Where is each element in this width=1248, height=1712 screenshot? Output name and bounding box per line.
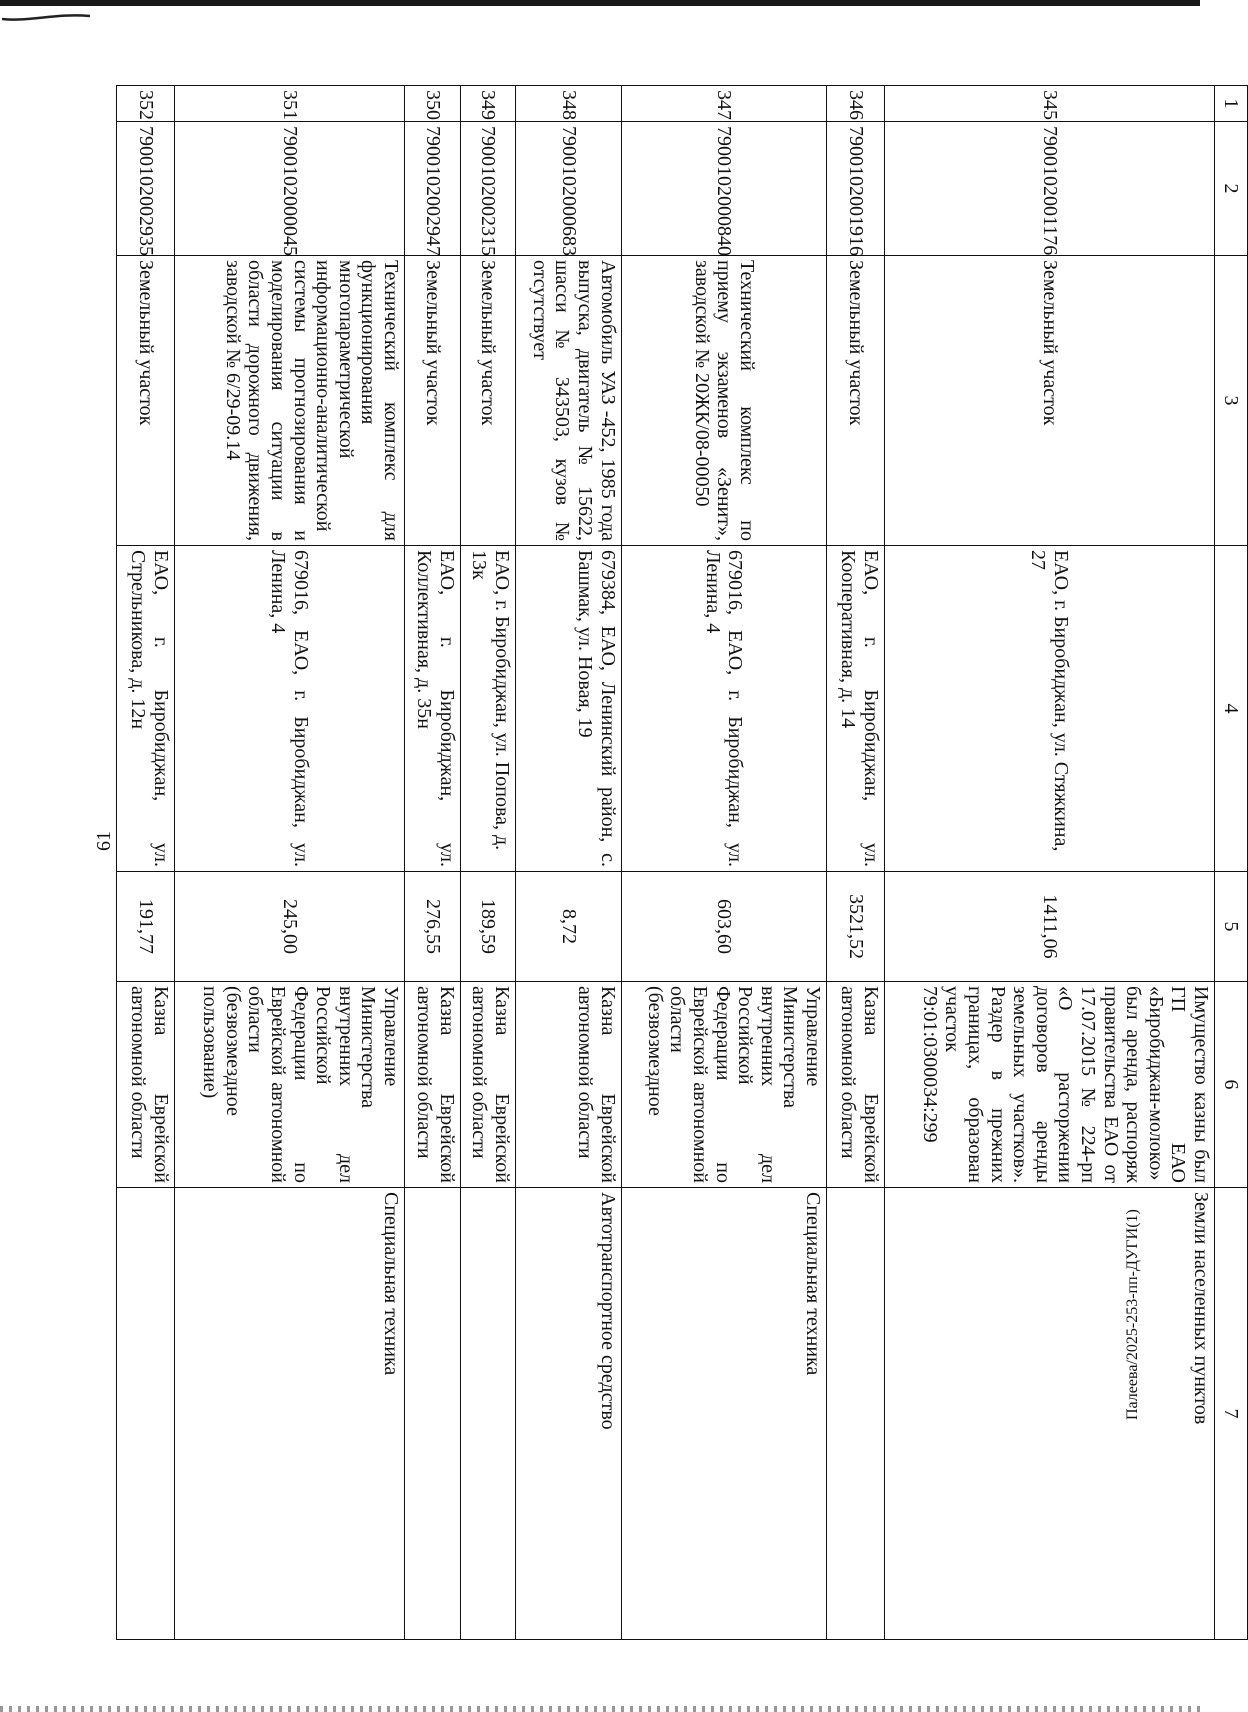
table-row — [460, 86, 516, 1640]
col-header-5: 5 — [1215, 872, 1248, 982]
registry-number: 7900102000045 — [174, 122, 404, 256]
object-category — [827, 1188, 885, 1640]
object-area: 276,55 — [405, 872, 461, 982]
table-row — [405, 86, 461, 1640]
table-row — [174, 86, 404, 1640]
row-number: 349 — [460, 86, 516, 122]
object-address: ЕАО, г. Биробиджан, ул. Кооперативная, д. 14 — [827, 546, 885, 872]
object-name: Технический комплекс для функционирования многопараметрической информационно-аналитической системы прогнозирования и моделирования ситуации в области дорожного движения, заводской № 6/29-09.14 — [174, 256, 404, 546]
object-address: ЕАО, г. Биробиджан, ул. Стяжкина, 27 — [884, 546, 1214, 872]
scan-mark-stroke — [0, 10, 95, 24]
table-row — [117, 86, 175, 1640]
row-number: 352 — [117, 86, 175, 122]
registry-number: 7900102002315 — [460, 122, 516, 256]
object-address: 679384, ЕАО, Ленинский район, с. Башмак, ул. Новая, 19 — [516, 546, 622, 872]
registry-number: 7900102000683 — [516, 122, 622, 256]
registry-number: 7900102002947 — [405, 122, 461, 256]
object-address: ЕАО, г. Биробиджан, ул. Попова, д. 13к — [460, 546, 516, 872]
registry-number: 7900102002935 — [117, 122, 175, 256]
property-register-table — [116, 85, 1248, 1640]
object-category — [405, 1188, 461, 1640]
object-area: 603,60 — [621, 872, 826, 982]
object-name: Земельный участок — [884, 256, 1214, 546]
object-holder: Казна Еврейской автономной области — [460, 982, 516, 1188]
object-name: Земельный участок — [405, 256, 461, 546]
row-number: 350 — [405, 86, 461, 122]
table-row — [621, 86, 826, 1640]
object-holder: Казна Еврейской автономной области — [117, 982, 175, 1188]
object-holder: Казна Еврейской автономной области — [405, 982, 461, 1188]
col-header-1: 1 — [1215, 86, 1248, 122]
registry-number: 7900102001916 — [827, 122, 885, 256]
object-category: Автотранспортное средство — [516, 1188, 622, 1640]
object-address: 679016, ЕАО, г. Биробиджан, ул. Ленина, 4 — [621, 546, 826, 872]
object-name: Автомобиль УАЗ -452, 1985 года выпуска, двигатель № 15622, шасси № 343503, кузов № отсутствует — [516, 256, 622, 546]
document-footer-code: Палеева/2025-253-пп-ДУГИ(1) — [1124, 1209, 1141, 1420]
table-header-row — [1215, 86, 1248, 1640]
object-category — [460, 1188, 516, 1640]
scan-edge-top — [0, 0, 1200, 6]
col-header-6: 6 — [1215, 982, 1248, 1188]
rotated-table-wrapper — [116, 85, 1248, 1639]
table-row — [516, 86, 622, 1640]
object-holder: Имущество казны был ГП ЕАО «Биробиджан-молоко» был аренда, распоряж правительства ЕАО от 17.07.2015 № 224-рп «О расторжении договоров аренды земельных участков». Раздер в прежних границах, образован участок 79:01:0300034:299 — [884, 982, 1214, 1188]
object-name: Технический комплекс по приему экзаменов «Зенит», заводской № 20ЖК/08-00050 — [621, 256, 826, 546]
object-area: 8,72 — [516, 872, 622, 982]
col-header-2: 2 — [1215, 122, 1248, 256]
object-area: 3521,52 — [827, 872, 885, 982]
col-header-3: 3 — [1215, 256, 1248, 546]
object-address: ЕАО, г. Биробиджан, ул. Стрельникова, д. 12н — [117, 546, 175, 872]
col-header-7: 7 — [1215, 1188, 1248, 1640]
object-name: Земельный участок — [460, 256, 516, 546]
object-name: Земельный участок — [117, 256, 175, 546]
scan-edge-bottom — [0, 1706, 1200, 1712]
object-category: Специальная техника — [174, 1188, 404, 1640]
row-number: 346 — [827, 86, 885, 122]
registry-number: 7900102001176 — [884, 122, 1214, 256]
row-number: 348 — [516, 86, 622, 122]
object-name: Земельный участок — [827, 256, 885, 546]
row-number: 347 — [621, 86, 826, 122]
object-area: 245,00 — [174, 872, 404, 982]
object-holder: Управление Министерства внутренних дел Российской Федерации по Еврейской автономной области (безвозмездное пользование) — [174, 982, 404, 1188]
table-row — [827, 86, 885, 1640]
object-holder: Казна Еврейской автономной области — [516, 982, 622, 1188]
object-area: 191,77 — [117, 872, 175, 982]
object-area: 1411,06 — [884, 872, 1214, 982]
object-address: ЕАО, г. Биробиджан, ул. Коллективная, д. 35н — [405, 546, 461, 872]
row-number: 345 — [884, 86, 1214, 122]
row-number: 351 — [174, 86, 404, 122]
object-category: Земли населенных пунктов — [884, 1188, 1214, 1640]
object-holder: Управление Министерства внутренних дел Российской Федерации по Еврейской автономной области (безвозмездное — [621, 982, 826, 1188]
object-category — [117, 1188, 175, 1640]
object-category: Специальная техника — [621, 1188, 826, 1640]
page-number: 61 — [93, 831, 115, 851]
object-address: 679016, ЕАО, г. Биробиджан, ул. Ленина, 4 — [174, 546, 404, 872]
registry-number: 7900102000840 — [621, 122, 826, 256]
col-header-4: 4 — [1215, 546, 1248, 872]
object-holder: Казна Еврейской автономной области — [827, 982, 885, 1188]
object-area: 189,59 — [460, 872, 516, 982]
table-row — [884, 86, 1214, 1640]
